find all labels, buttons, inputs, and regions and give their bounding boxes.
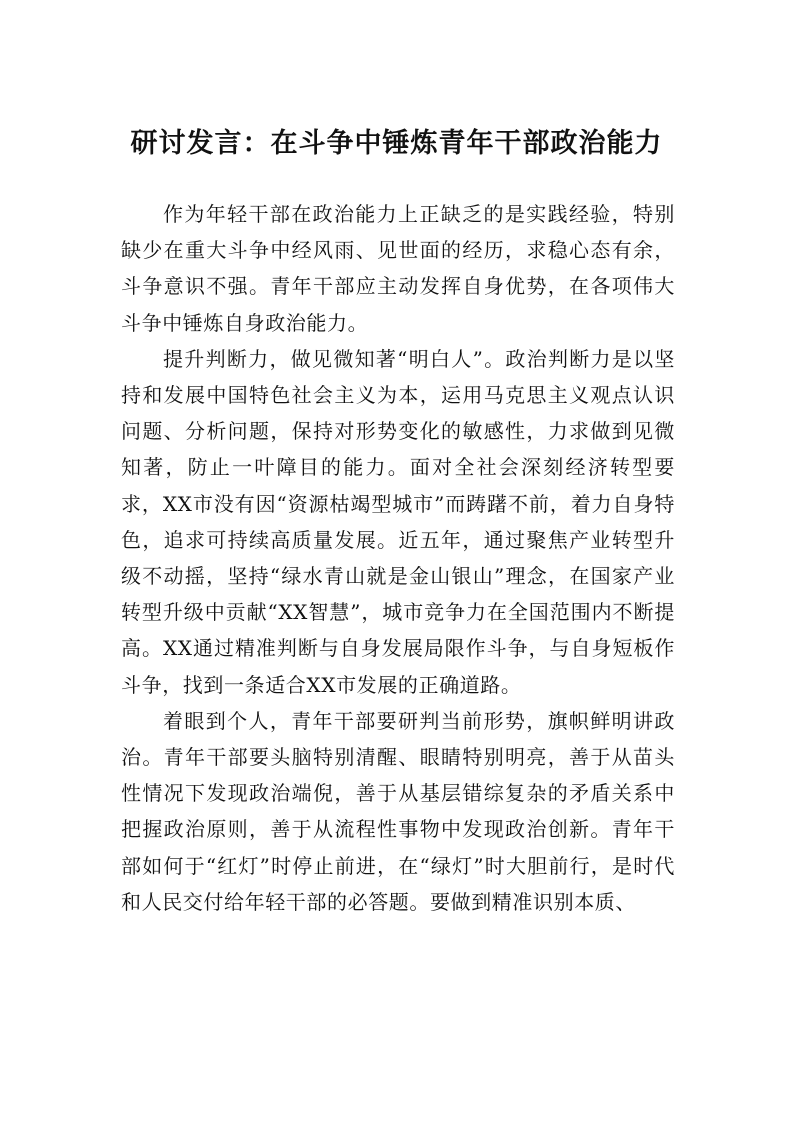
document-title: 研讨发言：在斗争中锤炼青年干部政治能力 [130, 128, 663, 159]
paragraph: 提升判断力，做见微知著“明白人”。政治判断力是以坚持和发展中国特色社会主义为本，运用马克思主义观点认识问题、分析问题，保持对形势变化的敏感性，力求做到见微知著，防止一叶障目的能力。面对全社会深刻经济转型要求，XX市没有因“资源枯竭型城市”而踌躇不前，着力自身特色，追求可持续高质量发展。近五年，通过聚焦产业转型升级不动摇，坚持“绿水青山就是金山银山”理念，在国家产业转型升级中贡献“XX智慧”，城市竞争力在全国范围内不断提高。XX通过精准判断与自身发展局限作斗争，与自身短板作斗争，找到一条适合XX市发展的正确道路。 [121, 346, 675, 697]
paragraph: 着眼到个人，青年干部要研判当前形势，旗帜鲜明讲政治。青年干部要头脑特别清醒、眼睛特别明亮，善于从苗头性情况下发现政治端倪，善于从基层错综复杂的矛盾关系中把握政治原则，善于从流程性事物中发现政治创新。青年干部如何于“红灯”时停止前进，在“绿灯”时大胆前行，是时代和人民交付给年轻干部的必答题。要做到精准识别本质、 [121, 708, 675, 914]
document-body [121, 196, 675, 920]
paragraph: 作为年轻干部在政治能力上正缺乏的是实践经验，特别缺少在重大斗争中经风雨、见世面的经历，求稳心态有余，斗争意识不强。青年干部应主动发挥自身优势，在各项伟大斗争中锤炼自身政治能力。 [121, 202, 675, 335]
